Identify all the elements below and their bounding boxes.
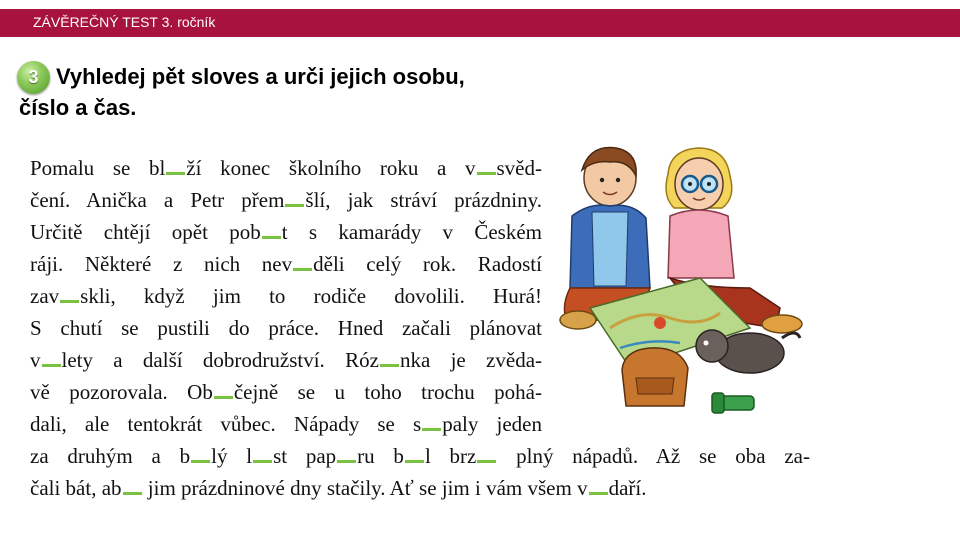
fill-blank[interactable] bbox=[380, 360, 399, 367]
text-fragment: nka je zvěda- bbox=[399, 348, 543, 372]
text-fragment: ru b bbox=[357, 444, 404, 468]
backpack-drawing bbox=[622, 348, 688, 406]
text-line-7 bbox=[30, 347, 542, 373]
text-fragment: ží konec školního roku a v bbox=[186, 156, 476, 180]
text-fragment: Pomalu se bl bbox=[30, 156, 166, 180]
fill-blank[interactable] bbox=[422, 424, 441, 431]
text-fragment: čejně se u toho trochu pohá- bbox=[233, 380, 542, 404]
children-with-map-illustration bbox=[550, 138, 820, 423]
fill-blank[interactable] bbox=[262, 232, 281, 239]
fill-blank[interactable] bbox=[293, 264, 312, 271]
header-bar bbox=[0, 9, 960, 37]
text-line-5 bbox=[30, 283, 542, 309]
fill-blank[interactable] bbox=[191, 456, 210, 463]
task-number-badge bbox=[17, 61, 50, 94]
text-line-3 bbox=[30, 219, 542, 245]
text-fragment: čali bát, ab bbox=[30, 476, 122, 500]
fill-blank[interactable] bbox=[477, 168, 496, 175]
text-line-6 bbox=[30, 315, 542, 341]
text-fragment: čení. Anička a Petr přem bbox=[30, 188, 285, 212]
text-fragment: paly jeden bbox=[442, 412, 542, 436]
dog-drawing bbox=[696, 330, 800, 373]
fill-blank[interactable] bbox=[589, 488, 608, 495]
text-fragment: jim prázdninové dny stačily. Ať se jim i vám všem v bbox=[142, 476, 588, 500]
text-fragment: S chutí se pustili do práce. Hned začali plánovat bbox=[30, 316, 542, 340]
text-fragment: plný nápadů. Až se oba za- bbox=[497, 444, 810, 468]
fill-blank[interactable] bbox=[214, 392, 233, 399]
fill-blank[interactable] bbox=[166, 168, 185, 175]
text-fragment: svěd- bbox=[496, 156, 542, 180]
fill-blank[interactable] bbox=[60, 296, 79, 303]
text-fragment: šlí, jak stráví prázdniny. bbox=[305, 188, 542, 212]
text-line-2 bbox=[30, 187, 542, 213]
fill-blank[interactable] bbox=[253, 456, 272, 463]
text-fragment: t s kamarády v Českém bbox=[281, 220, 542, 244]
text-line-1 bbox=[30, 155, 542, 181]
text-fragment: lety a další dobrodružství. Róz bbox=[61, 348, 379, 372]
fill-blank[interactable] bbox=[123, 488, 142, 495]
task-number: 3 bbox=[28, 67, 39, 87]
text-fragment: st pap bbox=[273, 444, 337, 468]
text-fragment: l brz bbox=[424, 444, 477, 468]
text-fragment: vě pozorovala. Ob bbox=[30, 380, 213, 404]
header-title: ZÁVĚREČNÝ TEST 3. ročník bbox=[33, 14, 216, 30]
text-fragment: ráji. Některé z nich nev bbox=[30, 252, 293, 276]
text-fragment: v bbox=[30, 348, 41, 372]
text-fragment: skli, když jim to rodiče dovolili. Hurá! bbox=[80, 284, 542, 308]
fill-blank[interactable] bbox=[42, 360, 61, 367]
text-fragment: zav bbox=[30, 284, 60, 308]
fill-blank[interactable] bbox=[477, 456, 496, 463]
text-fragment: za druhým a b bbox=[30, 444, 191, 468]
text-fragment: daří. bbox=[608, 476, 647, 500]
text-line-10 bbox=[30, 443, 810, 469]
text-fragment: děli celý rok. Radostí bbox=[313, 252, 542, 276]
text-line-4 bbox=[30, 251, 542, 277]
fill-blank[interactable] bbox=[337, 456, 356, 463]
fill-blank[interactable] bbox=[405, 456, 424, 463]
flashlight-drawing bbox=[712, 393, 754, 413]
text-line-8 bbox=[30, 379, 542, 405]
text-line-11 bbox=[30, 475, 647, 501]
fill-blank[interactable] bbox=[285, 200, 304, 207]
text-fragment: lý l bbox=[211, 444, 253, 468]
task-instruction-line-1: Vyhledej pět sloves a urči jejich osobu, bbox=[56, 64, 465, 89]
text-fragment: Určitě chtějí opět pob bbox=[30, 220, 261, 244]
text-fragment: dali, ale tentokrát vůbec. Nápady se s bbox=[30, 412, 422, 436]
task-instruction-line-2: číslo a čas. bbox=[19, 95, 137, 120]
text-line-9 bbox=[30, 411, 542, 437]
